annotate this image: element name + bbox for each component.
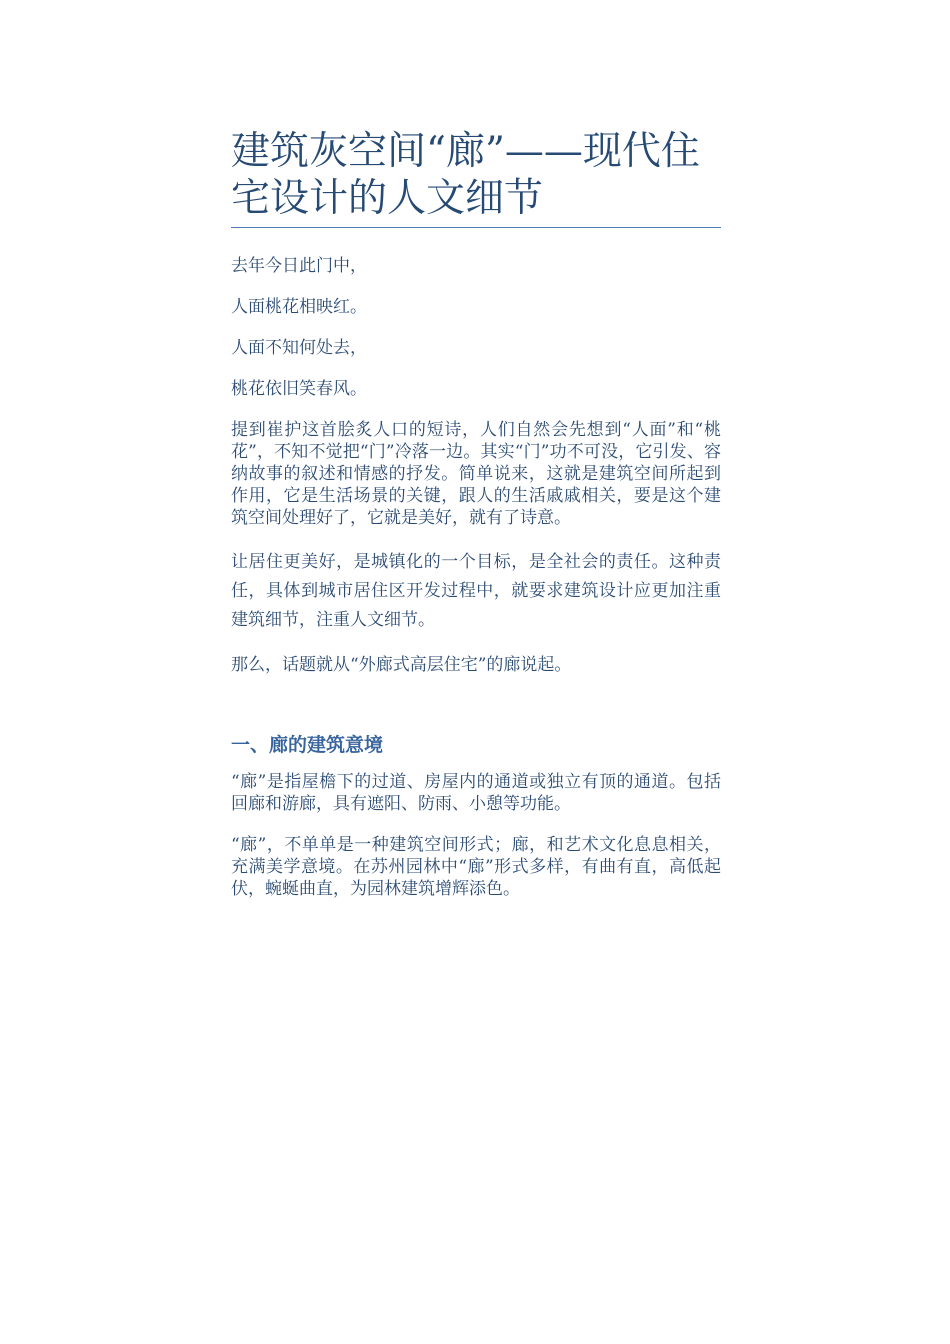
section1-paragraph-1: “廊”是指屋檐下的过道、房屋内的通道或独立有顶的通道。包括回廊和游廊，具有遮阳、防雨、小憩等功能。 [231, 772, 721, 814]
poem-line-3: 人面不知何处去， [231, 338, 367, 358]
poem-line-4: 桃花依旧笑春风。 [231, 379, 367, 399]
topic-paragraph: 那么，话题就从“外廊式高层住宅”的廊说起。 [231, 655, 572, 675]
responsibility-paragraph: 让居住更美好，是城镇化的一个目标，是全社会的责任。这种责任，具体到城市居住区开发过程中，就要求建筑设计应更加注重建筑细节，注重人文细节。 [231, 552, 721, 630]
poem-line-2: 人面桃花相映红。 [231, 297, 367, 317]
document-title: 建筑灰空间“廊”——现代住宅设计的人文细节 [231, 128, 721, 228]
poem [231, 255, 721, 400]
document-body [231, 128, 721, 919]
poem-line-1: 去年今日此门中， [231, 256, 367, 276]
intro-paragraph: 提到崔护这首脍炙人口的短诗，人们自然会先想到“人面”和“桃花”，不知不觉把“门”冷落一边。其实“门”功不可没，它引发、容纳故事的叙述和情感的抒发。简单说来，这就是建筑空间所起到作用，它是生活场景的关键，跟人的生活戚戚相关，要是这个建筑空间处理好了，它就是美好，就有了诗意。 [231, 420, 721, 528]
section1-paragraph-2: “廊”，不单单是一种建筑空间形式；廊，和艺术文化息息相关，充满美学意境。在苏州园林中“廊”形式多样，有曲有直，高低起伏，蜿蜒曲直，为园林建筑增辉添色。 [231, 835, 721, 899]
section-heading-1: 一、廊的建筑意境 [231, 734, 384, 756]
